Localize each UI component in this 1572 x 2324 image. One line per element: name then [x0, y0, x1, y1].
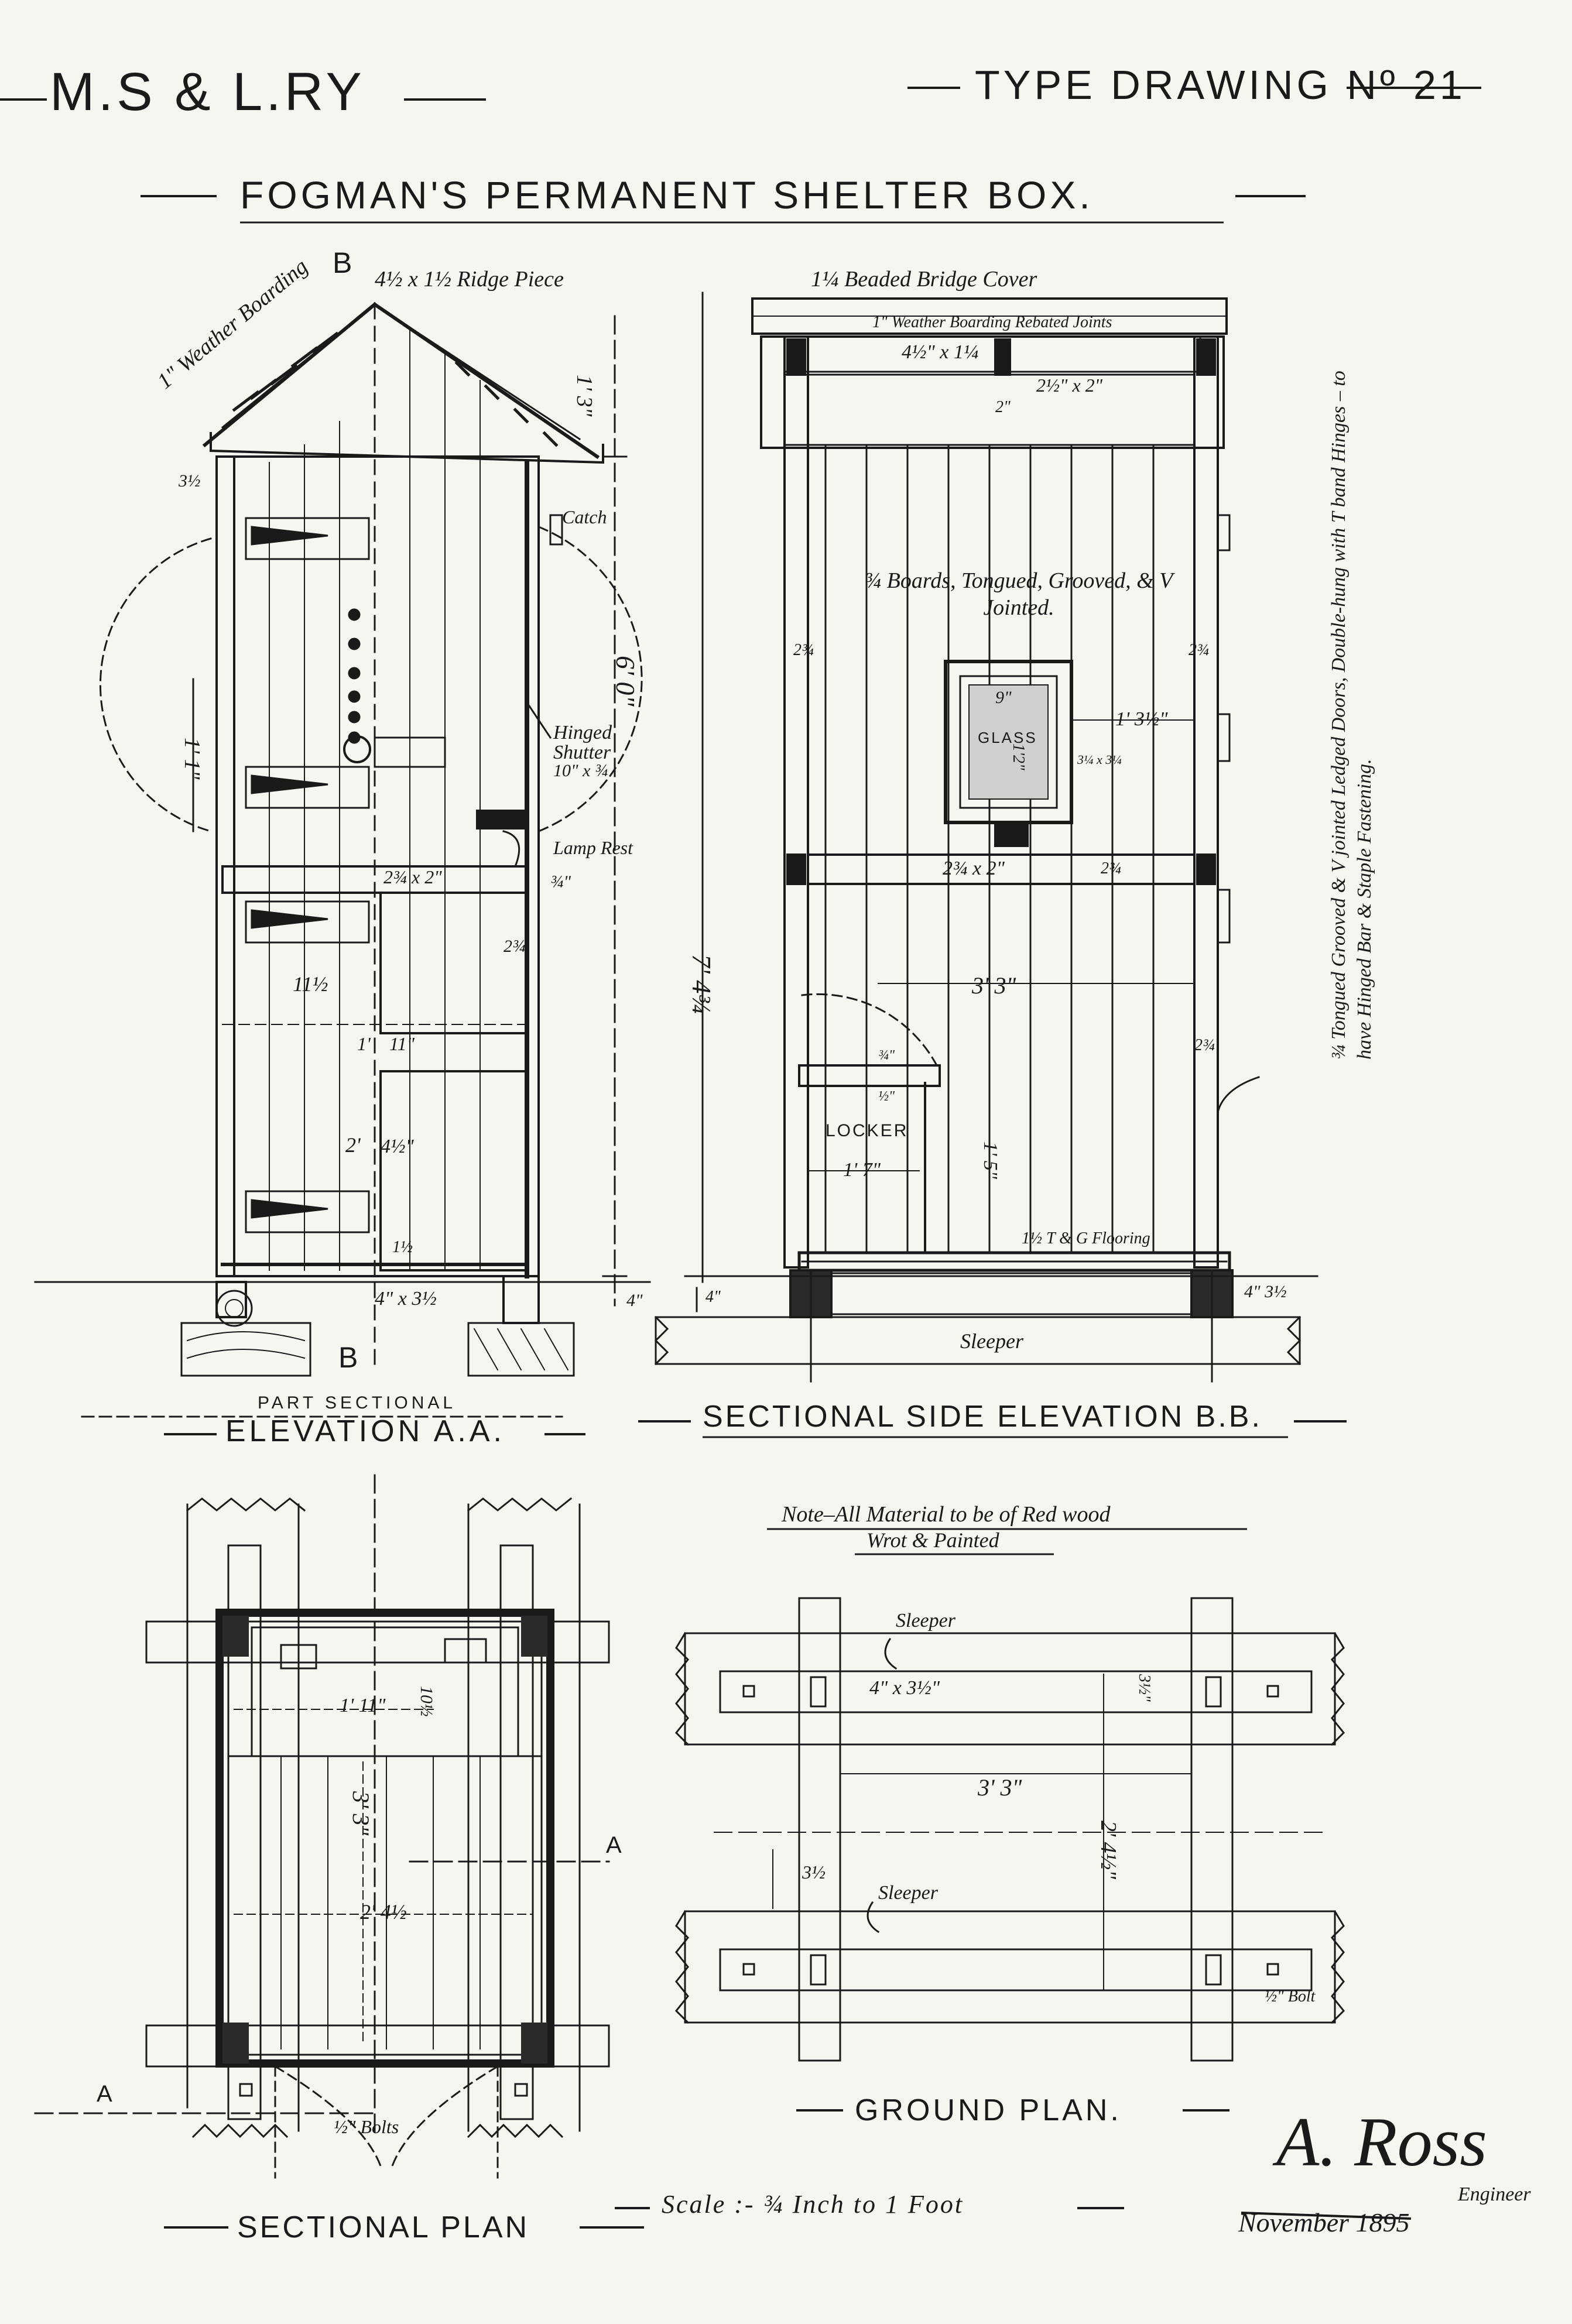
dim-1half-aa: 1½	[392, 1238, 413, 1256]
dim-3half-aa: 3½	[179, 471, 201, 491]
bridge-cover-label: 1¼ Beaded Bridge Cover	[811, 267, 1037, 292]
dim-11half-aa: 11½	[293, 972, 328, 996]
doors-note-vertical: ¾ Tongued Grooved & V jointed Ledged Doors, Double-hung with T band Hinges – to have Hinged Bar & Staple Fastening.	[1328, 371, 1376, 1060]
dim-234-bb-left: 2¾	[793, 641, 814, 659]
base-label-bb: 4" 3½	[1244, 1282, 1287, 1301]
sleeper-label-top: Sleeper	[896, 1610, 955, 1631]
locker-label: LOCKER	[826, 1121, 909, 1140]
rail-top-label: 2½" x 2"	[1036, 375, 1103, 396]
top-beam-label: 4½" x 1¼	[902, 341, 979, 363]
elevation-aa-subtitle: PART SECTIONAL	[258, 1393, 457, 1413]
dim-4half-aa: 4½"	[381, 1136, 414, 1157]
glass-label: GLASS	[978, 729, 1037, 746]
material-note-line2: Wrot & Painted	[867, 1528, 999, 1552]
dim-3half-ground-left: 3½	[802, 1862, 826, 1883]
dim-7-4-aa: 7' 4¾	[687, 954, 717, 1014]
dim-34-aa: ¾"	[550, 872, 571, 892]
dim-1-3half-bb: 1' 3½"	[1115, 708, 1168, 730]
lamp-rest-label: Lamp Rest	[553, 837, 633, 858]
dim-3half-ground-right: 3½"	[1135, 1674, 1153, 1702]
section-mark-a-right: A	[606, 1832, 622, 1858]
ridge-piece-label: 4½ x 1½ Ridge Piece	[375, 267, 564, 292]
section-mark-b-top: B	[333, 246, 352, 279]
catch-label: Catch	[562, 506, 607, 527]
dim-locker-height: 1' 5"	[979, 1142, 1001, 1180]
bolt-label-ground: ½" Bolt	[1265, 1987, 1316, 2006]
glass-frame-label: 3¼ x 3¼	[1077, 752, 1122, 767]
bolts-label-plan: ½" Bolts	[334, 2116, 399, 2137]
dim-1-3-aa: 1' 3"	[572, 375, 597, 417]
dim-3-3-bb: 3' 3"	[972, 972, 1016, 999]
glass-height-label: 1'2"	[1009, 743, 1028, 770]
base-label-aa: 4" x 3½	[375, 1288, 437, 1310]
dim-234-bb-mid: 2¾	[1101, 859, 1121, 878]
flooring-label: 1½ T & G Flooring	[1022, 1229, 1150, 1247]
section-mark-a-left: A	[97, 2081, 112, 2107]
dim-4-bb: 4"	[705, 1288, 721, 1306]
dim-234-bb-right: 2¾	[1189, 641, 1209, 659]
section-mark-b-bottom: B	[338, 1341, 358, 1374]
dim-locker-width: 1' 7"	[843, 1159, 881, 1181]
dim-1-11-plan: 1' 11"	[340, 1695, 386, 1716]
dim-6-0-aa: 6' 0"	[611, 656, 641, 707]
dim-1-aa: 1'	[357, 1033, 371, 1054]
dim-2-4half-plan: 2' 4½	[360, 1900, 407, 1924]
dim-3-3-plan: 3' 3"	[348, 1791, 374, 1836]
material-note-line1: Note–All Material to be of Red wood	[782, 1502, 1111, 1527]
sleeper-label-bottom: Sleeper	[878, 1882, 938, 1904]
side-elevation-title: SECTIONAL SIDE ELEVATION B.B.	[703, 1400, 1262, 1434]
weather-boarding-label: 1" Weather Boarding	[152, 254, 313, 394]
boards-label: ¾ Boards, Tongued, Grooved, & V Jointed.	[864, 568, 1173, 620]
dim-3-3-ground: 3' 3"	[978, 1774, 1022, 1801]
engineer-role: Engineer	[1458, 2184, 1531, 2205]
dim-2-4half-ground: 2' 4½"	[1096, 1821, 1121, 1880]
dim-2-aa: 2'	[345, 1133, 361, 1157]
sleeper-label-bb: Sleeper	[960, 1329, 1023, 1353]
ground-plan-title: GROUND PLAN.	[855, 2093, 1122, 2127]
shutter-size-label: 10" x ¾	[553, 761, 608, 780]
page-title: FOGMAN'S PERMANENT SHELTER BOX.	[240, 173, 1094, 217]
dim-10half-plan: 10½	[417, 1686, 436, 1717]
sectional-plan-title: SECTIONAL PLAN	[237, 2210, 530, 2244]
dim-4-aa: 4"	[626, 1291, 643, 1310]
rail-label-aa: 2¾ x 2"	[383, 866, 442, 887]
dim-234-aa: 2¾	[504, 937, 526, 956]
weather-boarding-bb-label: 1" Weather Boarding Rebated Joints	[872, 313, 1112, 331]
dim-12-bb: ½"	[878, 1089, 895, 1104]
glass-width-label: 9"	[995, 688, 1012, 707]
drawing-date: November 1895	[1238, 2208, 1410, 2237]
dim-234-bb-lower: 2¾	[1194, 1036, 1215, 1054]
dim-34-bb: ¾"	[878, 1048, 895, 1063]
dim-1-1-aa: 1' 1"	[180, 738, 204, 780]
dim-2-bb: 2"	[995, 398, 1011, 416]
company-title: M.S & L.RY	[50, 62, 365, 122]
dim-11-aa: 11"	[389, 1033, 415, 1054]
type-drawing-number: TYPE DRAWING Nº 21	[975, 62, 1466, 108]
engineer-signature: A. Ross	[1276, 2103, 1487, 2181]
hinged-shutter-label: Hinged Shutter	[553, 722, 612, 763]
elevation-aa-title: ELEVATION A.A.	[225, 1414, 505, 1448]
mid-rail-label: 2¾ x 2"	[943, 858, 1005, 879]
scale-note: Scale :- ¾ Inch to 1 Foot	[662, 2190, 964, 2219]
beam-label-ground: 4" x 3½"	[869, 1677, 940, 1699]
